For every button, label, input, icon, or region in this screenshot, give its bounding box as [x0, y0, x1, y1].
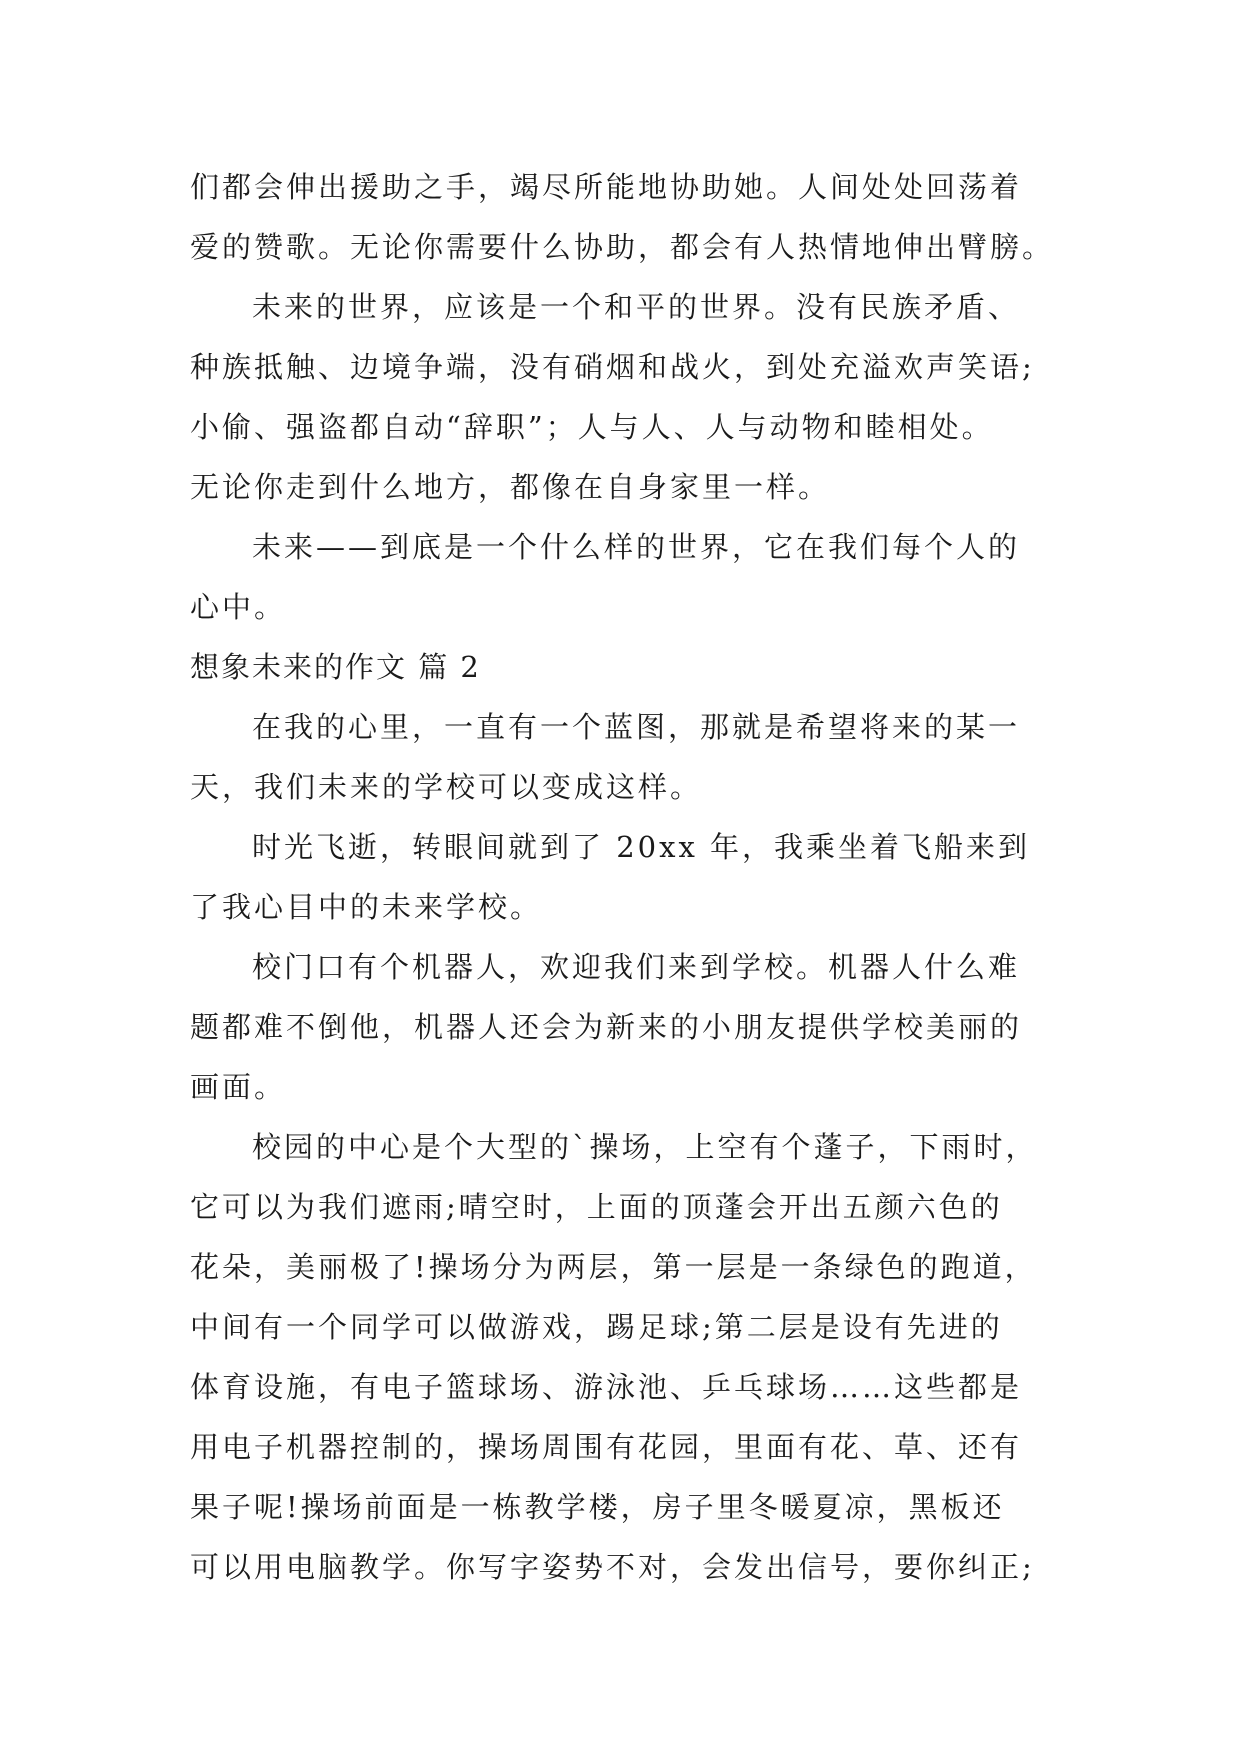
text-line: 题都难不倒他，机器人还会为新来的小朋友提供学校美丽的	[190, 1010, 1023, 1044]
text-line: 花朵，美丽极了!操场分为两层，第一层是一条绿色的跑道，	[190, 1250, 1037, 1284]
text-line: 小偷、强盗都自动“辞职”；人与人、人与动物和睦相处。	[190, 410, 994, 444]
text-line: 了我心目中的未来学校。	[190, 890, 543, 924]
text-line: 中间有一个同学可以做游戏，踢足球;第二层是设有先进的	[190, 1310, 1003, 1344]
document-body	[190, 157, 1060, 1597]
text-line: 果子呢!操场前面是一栋教学楼，房子里冬暖夏凉，黑板还	[190, 1490, 1005, 1524]
text-line: 可以用电脑教学。你写字姿势不对，会发出信号，要你纠正;	[190, 1550, 1035, 1584]
text-line: 时光飞逝，转眼间就到了 20xx 年，我乘坐着飞船来到	[252, 830, 1031, 864]
text-line: 未来——到底是一个什么样的世界，它在我们每个人的	[252, 530, 1021, 564]
text-line: 爱的赞歌。无论你需要什么协助，都会有人热情地伸出臂膀。	[190, 230, 1055, 264]
text-line: 种族抵触、边境争端，没有硝烟和战火，到处充溢欢声笑语;	[190, 350, 1035, 384]
text-line: 它可以为我们遮雨;晴空时，上面的顶蓬会开出五颜六色的	[190, 1190, 1003, 1224]
text-line: 体育设施，有电子篮球场、游泳池、乒乓球场……这些都是	[190, 1370, 1023, 1404]
text-line: 天，我们未来的学校可以变成这样。	[190, 770, 703, 804]
text-line: 心中。	[190, 590, 287, 624]
text-line: 们都会伸出援助之手，竭尽所能地协助她。人间处处回荡着	[190, 170, 1023, 204]
text-line: 用电子机器控制的，操场周围有花园，里面有花、草、还有	[190, 1430, 1023, 1464]
text-line: 在我的心里，一直有一个蓝图，那就是希望将来的某一	[252, 710, 1021, 744]
text-line: 校园的中心是个大型的`操场，上空有个蓬子，下雨时，	[252, 1130, 1038, 1164]
text-line: 无论你走到什么地方，都像在自身家里一样。	[190, 470, 831, 504]
text-line: 校门口有个机器人，欢迎我们来到学校。机器人什么难	[252, 950, 1021, 984]
section-heading: 想象未来的作文 篇 2	[190, 650, 481, 684]
text-line: 画面。	[190, 1070, 287, 1104]
text-line: 未来的世界，应该是一个和平的世界。没有民族矛盾、	[252, 290, 1021, 324]
